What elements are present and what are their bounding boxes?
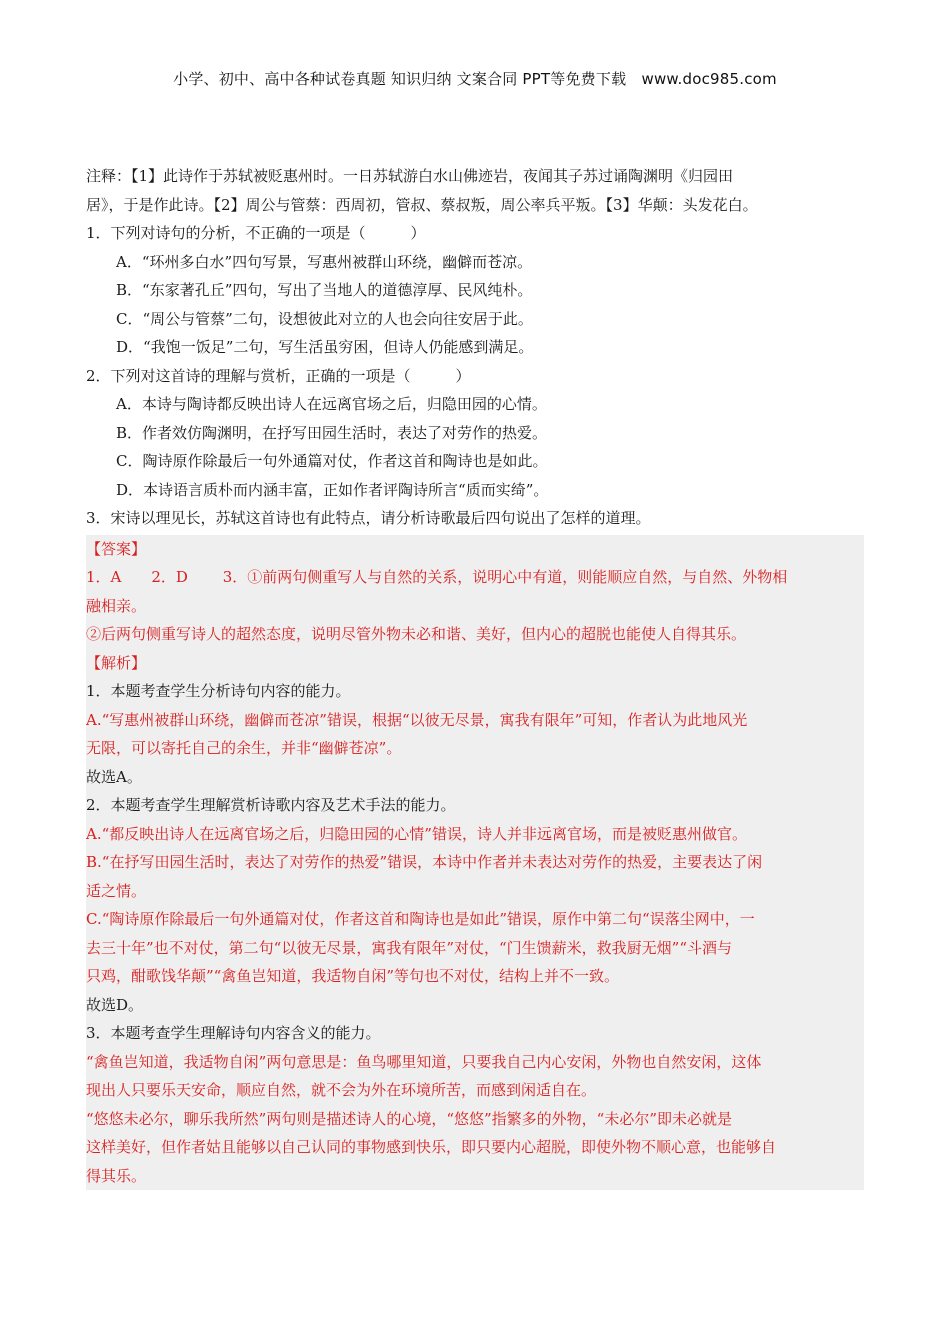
analysis-line: 适之情。 <box>86 881 147 900</box>
answer-heading: 【答案】 <box>86 539 147 558</box>
analysis-line: 得其乐。 <box>86 1166 147 1185</box>
analysis-line: 故选D。 <box>86 995 144 1014</box>
analysis-line: 无限，可以寄托自己的余生，并非“幽僻苍凉”。 <box>86 739 402 757</box>
analysis-line: A.“都反映出诗人在远离官场之后，归隐田园的心情”错误，诗人并非远离官场，而是被贬惠州做官。 <box>86 824 747 843</box>
question-3-stem: 3．宋诗以理见长，苏轼这首诗也有此特点，请分析诗歌最后四句说出了怎样的道理。 <box>86 509 651 527</box>
answer-line: ②后两句侧重写诗人的超然态度，说明尽管外物未必和谐、美好，但内心的超脱也能使人自得其乐。 <box>86 625 747 643</box>
note-line: 居》，于是作此诗。【2】周公与管蔡：西周初，管叔、蔡叔叛，周公率兵平叛。【3】华颠：头发花白。 <box>86 195 758 214</box>
analysis-line: B.“在抒写田园生活时，表达了对劳作的热爱”错误，本诗中作者并未表达对劳作的热爱，主要表达了闲 <box>86 853 763 871</box>
analysis-line: 3．本题考查学生理解诗句内容含义的能力。 <box>86 1024 381 1042</box>
question-1-stem: 1．下列对诗句的分析，不正确的一项是（ ） <box>86 224 426 242</box>
q1-option-a: A．“环州多白水”四句写景，写惠州被群山环绕，幽僻而苍凉。 <box>116 252 533 271</box>
answer-analysis-box <box>86 535 864 1191</box>
analysis-line: “禽鱼岂知道，我适物自闲”两句意思是：鱼鸟哪里知道，只要我自己内心安闲，外物也自然安闲，这体 <box>86 1052 762 1071</box>
q1-option-d: D．“我饱一饭足”二句，写生活虽穷困，但诗人仍能感到满足。 <box>116 338 534 356</box>
analysis-line: “悠悠未必尔，聊乐我所然”两句则是描述诗人的心境，“悠悠”指繁多的外物，“未必尔”即未必就是 <box>86 1109 733 1128</box>
analysis-line: 这样美好，但作者姑且能够以自己认同的事物感到快乐，即只要内心超脱，即使外物不顺心意，也能够自 <box>86 1138 777 1156</box>
q2-option-a: A．本诗与陶诗都反映出诗人在远离官场之后，归隐田园的心情。 <box>116 395 547 413</box>
document-body <box>86 162 864 1190</box>
analysis-line: 现出人只要乐天安命，顺应自然，就不会为外在环境所苦，而感到闲适自在。 <box>86 1081 597 1099</box>
answer-line: 融相亲。 <box>86 596 147 615</box>
q2-option-c: C．陶诗原作除最后一句外通篇对仗，作者这首和陶诗也是如此。 <box>116 452 548 470</box>
q1-option-c: C．“周公与管蔡”二句，设想彼此对立的人也会向往安居于此。 <box>116 309 533 328</box>
q2-option-b: B．作者效仿陶渊明，在抒写田园生活时，表达了对劳作的热爱。 <box>116 423 548 442</box>
analysis-line: C.“陶诗原作除最后一句外通篇对仗，作者这首和陶诗也是如此”错误，原作中第二句“误落尘网中，一 <box>86 910 755 928</box>
site-header-banner: 小学、初中、高中各种试卷真题 知识归纳 文案合同 PPT等免费下载 www.doc985.com <box>173 70 777 88</box>
analysis-line: 故选A。 <box>86 767 142 786</box>
analysis-line: 2．本题考查学生理解赏析诗歌内容及艺术手法的能力。 <box>86 796 456 814</box>
analysis-line: 去三十年”也不对仗，第二句“以彼无尽景，寓我有限年”对仗，“门生馈薪米，救我厨无烟”“斗酒与 <box>86 938 733 957</box>
analysis-line: A.“写惠州被群山环绕，幽僻而苍凉”错误，根据“以彼无尽景，寓我有限年”可知，作者认为此地风光 <box>86 710 748 729</box>
q1-option-b: B．“东家著孔丘”四句，写出了当地人的道德淳厚、民风纯朴。 <box>116 281 533 299</box>
note-line: 注释：【1】此诗作于苏轼被贬惠州时。一日苏轼游白水山佛迹岩，夜闻其子苏过诵陶渊明《归园田 <box>86 167 734 185</box>
analysis-line: 1．本题考查学生分析诗句内容的能力。 <box>86 682 351 700</box>
analysis-heading: 【解析】 <box>86 653 147 672</box>
answer-line: 1．A 2．D 3．①前两句侧重写人与自然的关系，说明心中有道，则能顺应自然，与自然、外物相 <box>86 568 788 586</box>
analysis-line: 只鸡，酣歌饯华颠”“禽鱼岂知道，我适物自闲”等句也不对仗，结构上并不一致。 <box>86 967 620 985</box>
q2-option-d: D．本诗语言质朴而内涵丰富，正如作者评陶诗所言“质而实绮”。 <box>116 480 549 499</box>
question-2-stem: 2．下列对这首诗的理解与赏析，正确的一项是（ ） <box>86 366 471 385</box>
